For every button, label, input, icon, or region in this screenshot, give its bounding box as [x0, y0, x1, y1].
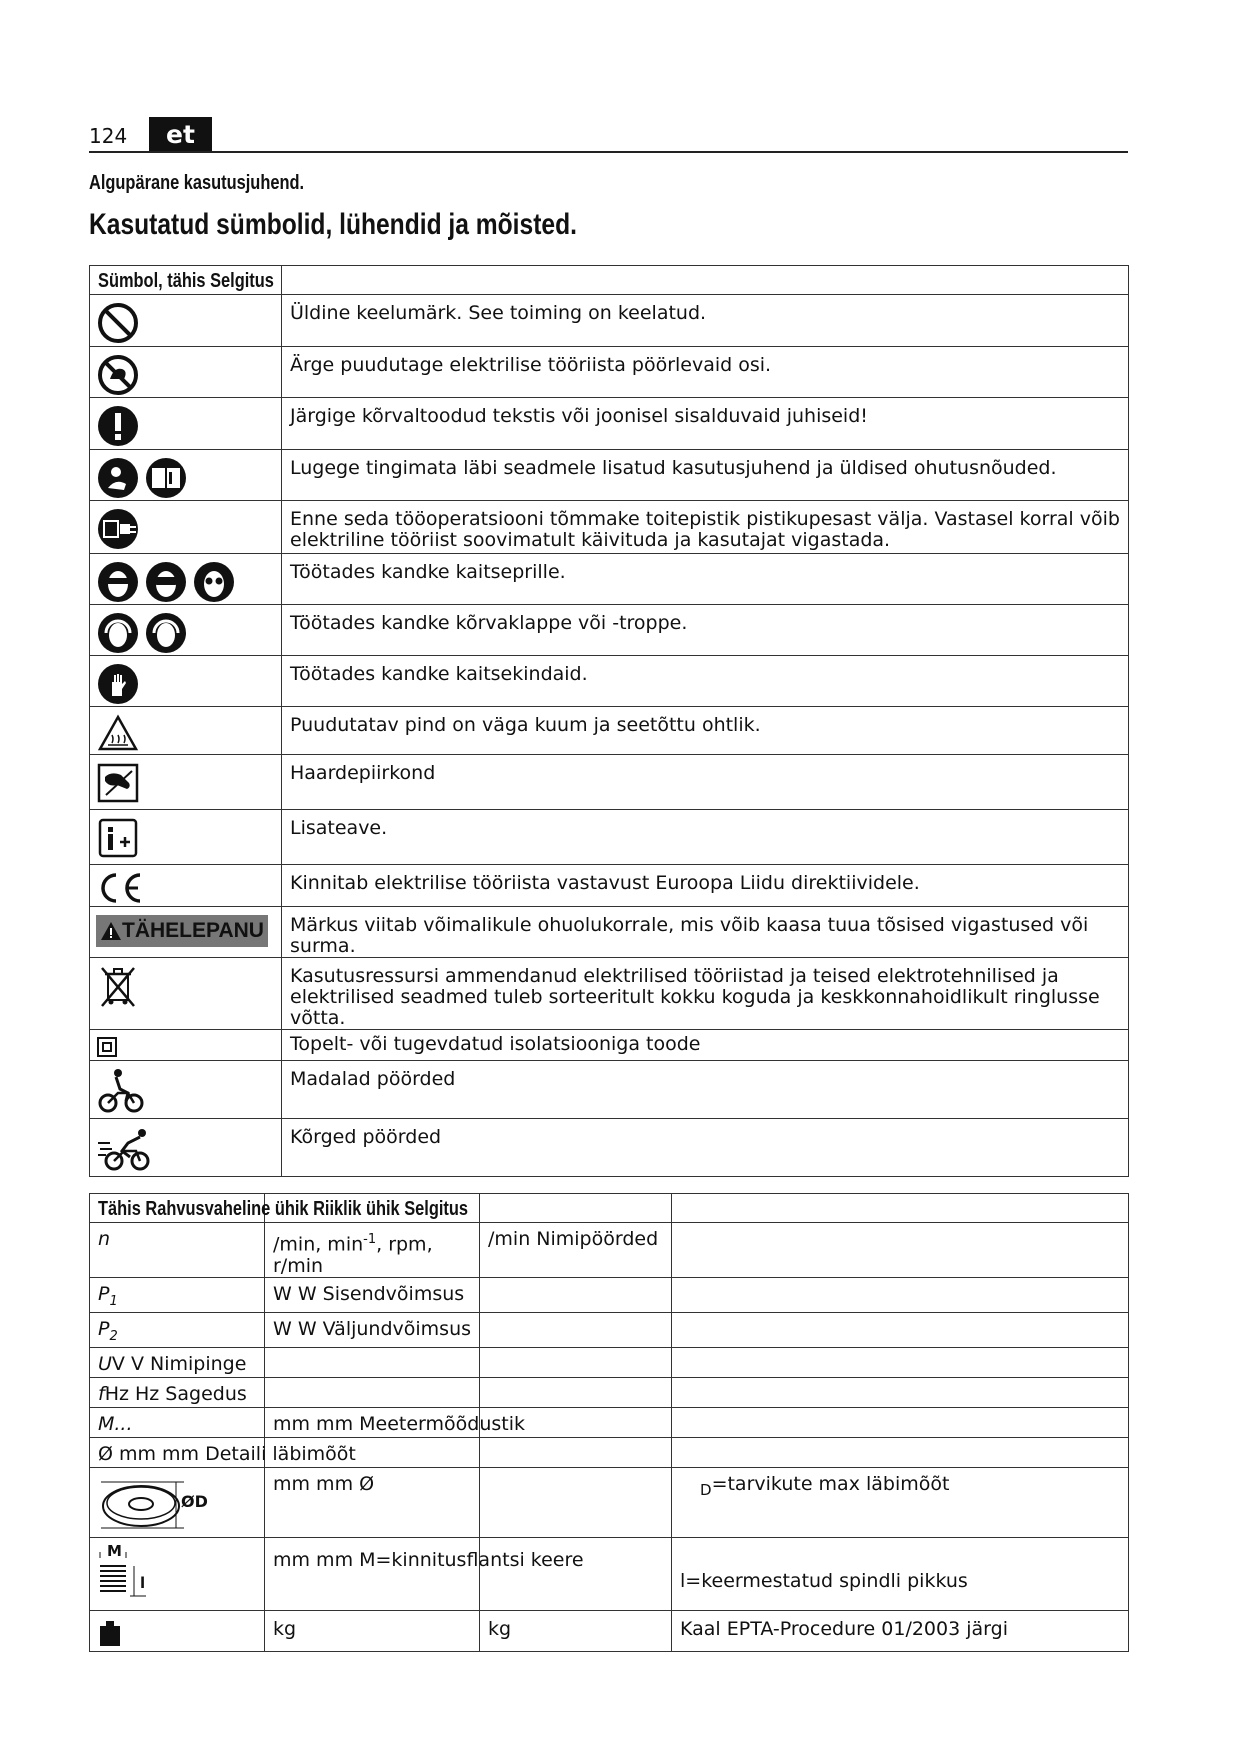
table-header-row [90, 1194, 1129, 1223]
unit-international: mm mm Meetermõõdustik [265, 1407, 480, 1437]
table-row [90, 347, 1129, 398]
header-rule [89, 151, 1128, 153]
symbol-description: Enne seda tööoperatsiooni tõmmake toitepistik pistikupesast välja. Vastasel korral võib elektriline tööriist soovimatult käivituda ja kasutajat vigastada. [282, 501, 1129, 554]
table-row [90, 958, 1129, 1030]
table-row [90, 1347, 1129, 1377]
unit-international: /min, $\min^{-1}$, rpm, r/min [265, 1223, 480, 1278]
symbol-description: Töötades kandke kaitseprille. [282, 554, 1129, 605]
spindle-thread-icon: M l [107, 1541, 146, 1592]
unit-national [480, 1437, 672, 1467]
table-row [90, 1610, 1129, 1651]
unit-explanation: Kaal EPTA-Procedure 01/2003 järgi [672, 1610, 1129, 1651]
hot-surface-icon [96, 713, 140, 732]
disc-diameter-icon: ØD [96, 1474, 206, 1532]
units-table-header: Tähis Rahvusvaheline ühik Riiklik ühik Selgitus [98, 1198, 469, 1220]
symbol-description: Ärge puudutage elektrilise tööriista pöörlevaid osi. [282, 347, 1129, 398]
unit-explanation [672, 1278, 1129, 1313]
page-number: 124 [89, 124, 128, 148]
table-row [90, 450, 1129, 501]
symbol-description: Haardepiirkond [282, 755, 1129, 810]
ear-protection-icon [96, 611, 188, 630]
table-row [90, 810, 1129, 865]
unit-national [480, 1313, 672, 1348]
warning-label-icon [96, 915, 268, 947]
double-insulation-icon [96, 1036, 118, 1055]
unit-national: /min Nimipöörded [480, 1223, 672, 1278]
table-row [90, 1061, 1129, 1119]
unit-symbol: $P_2$ [90, 1313, 265, 1348]
table-row [90, 554, 1129, 605]
unit-symbol [90, 1610, 265, 1651]
table-row [90, 1119, 1129, 1177]
unit-international: mm mm M=kinnitusflantsi keere [265, 1537, 480, 1610]
table-row [90, 865, 1129, 907]
table-row [90, 1030, 1129, 1061]
unit-symbol: UV V Nimipinge [90, 1347, 265, 1377]
symbol-description: Madalad pöörded [282, 1061, 1129, 1119]
unit-symbol: Ø mm mm Detaili läbimõõt [90, 1437, 265, 1467]
table-row [90, 398, 1129, 450]
table-row [90, 1437, 1129, 1467]
symbol-description: Järgige kõrvaltoodud tekstis või joonisel sisalduvaid juhiseid! [282, 398, 1129, 450]
unit-explanation [672, 1377, 1129, 1407]
table-row [90, 501, 1129, 554]
unit-symbol: n [90, 1223, 265, 1278]
unit-national [480, 1347, 672, 1377]
unit-symbol: $P_1$ [90, 1278, 265, 1313]
do-not-touch-rotating-parts-icon [96, 353, 140, 372]
units-table [89, 1193, 1129, 1652]
gloves-icon [96, 662, 140, 681]
unit-international: W W Väljundvõimsus [265, 1313, 480, 1348]
table-row [90, 1278, 1129, 1313]
table-row [90, 605, 1129, 656]
symbols-table [89, 265, 1129, 1177]
unplug-icon [96, 507, 140, 526]
symbol-description: Puudutatav pind on väga kuum ja seetõttu ohtlik. [282, 707, 1129, 755]
table-row [90, 907, 1129, 958]
table-row [90, 1313, 1129, 1348]
unit-symbol [90, 1467, 265, 1537]
symbol-description: Lisateave. [282, 810, 1129, 865]
ce-mark-icon [96, 871, 146, 890]
unit-international: mm mm Ø [265, 1467, 480, 1537]
table-row [90, 1377, 1129, 1407]
weee-bin-icon [96, 964, 140, 983]
page-title: Kasutatud sümbolid, lühendid ja mõisted. [89, 208, 577, 241]
unit-international: W W Sisendvõimsus [265, 1278, 480, 1313]
table-row [90, 656, 1129, 707]
table-row [90, 1223, 1129, 1278]
table-row [90, 1407, 1129, 1437]
table-row [90, 755, 1129, 810]
unit-national [480, 1467, 672, 1537]
read-manual-icon [96, 456, 188, 475]
unit-explanation [672, 1437, 1129, 1467]
unit-national: kg [480, 1610, 672, 1651]
document-label: Algupärane kasutusjuhend. [89, 172, 305, 194]
symbols-table-header: Sümbol, tähis Selgitus [98, 270, 274, 292]
symbol-description: Kõrged pöörded [282, 1119, 1129, 1177]
symbol-description: Kinnitab elektrilise tööriista vastavust Euroopa Liidu direktiividele. [282, 865, 1129, 907]
symbol-description: Töötades kandke kõrvaklappe või -troppe. [282, 605, 1129, 656]
language-badge: et [149, 117, 212, 152]
unit-explanation [672, 1347, 1129, 1377]
prohibition-icon [96, 301, 140, 320]
table-row [90, 1467, 1129, 1537]
unit-international [265, 1377, 480, 1407]
warning-label-text: TÄHELEPANU [122, 919, 264, 942]
symbol-description: Topelt- või tugevdatud isolatsiooniga toode [282, 1030, 1129, 1061]
high-speed-icon [96, 1125, 156, 1144]
unit-explanation [672, 1223, 1129, 1278]
table-header-row [90, 266, 1129, 295]
symbol-description: Üldine keelumärk. See toiming on keelatud. [282, 295, 1129, 347]
info-icon [96, 816, 140, 835]
eye-protection-icon [96, 560, 236, 579]
unit-international: kg [265, 1610, 480, 1651]
low-speed-icon [96, 1067, 146, 1086]
symbol-description: Töötades kandke kaitsekindaid. [282, 656, 1129, 707]
unit-explanation: $_D$=tarvikute max läbimõõt [672, 1467, 1129, 1537]
table-row [90, 707, 1129, 755]
unit-international [265, 1347, 480, 1377]
table-row [90, 1537, 1129, 1610]
grip-area-icon [96, 761, 140, 780]
unit-symbol: M... [90, 1407, 265, 1437]
symbol-description: Kasutusressursi ammendanud elektrilised tööriistad ja teised elektrotehnilised ja elektrilised seadmed tuleb sorteeritult kokku koguda ja keskkonnahoidlikult ringlusse võtta. [282, 958, 1129, 1030]
unit-national [480, 1278, 672, 1313]
unit-national [480, 1377, 672, 1407]
table-row [90, 295, 1129, 347]
mandatory-instruction-icon [96, 404, 140, 423]
unit-explanation: l=keermestatud spindli pikkus [672, 1537, 1129, 1610]
symbol-description: Märkus viitab võimalikule ohuolukorrale, mis võib kaasa tuua tõsised vigastused või surma. [282, 907, 1129, 958]
unit-symbol [90, 1537, 265, 1610]
unit-explanation [672, 1313, 1129, 1348]
symbol-description: Lugege tingimata läbi seadmele lisatud kasutusjuhend ja üldised ohutusnõuded. [282, 450, 1129, 501]
weight-icon [98, 1632, 122, 1651]
unit-symbol: fHz Hz Sagedus [90, 1377, 265, 1407]
unit-explanation [672, 1407, 1129, 1437]
